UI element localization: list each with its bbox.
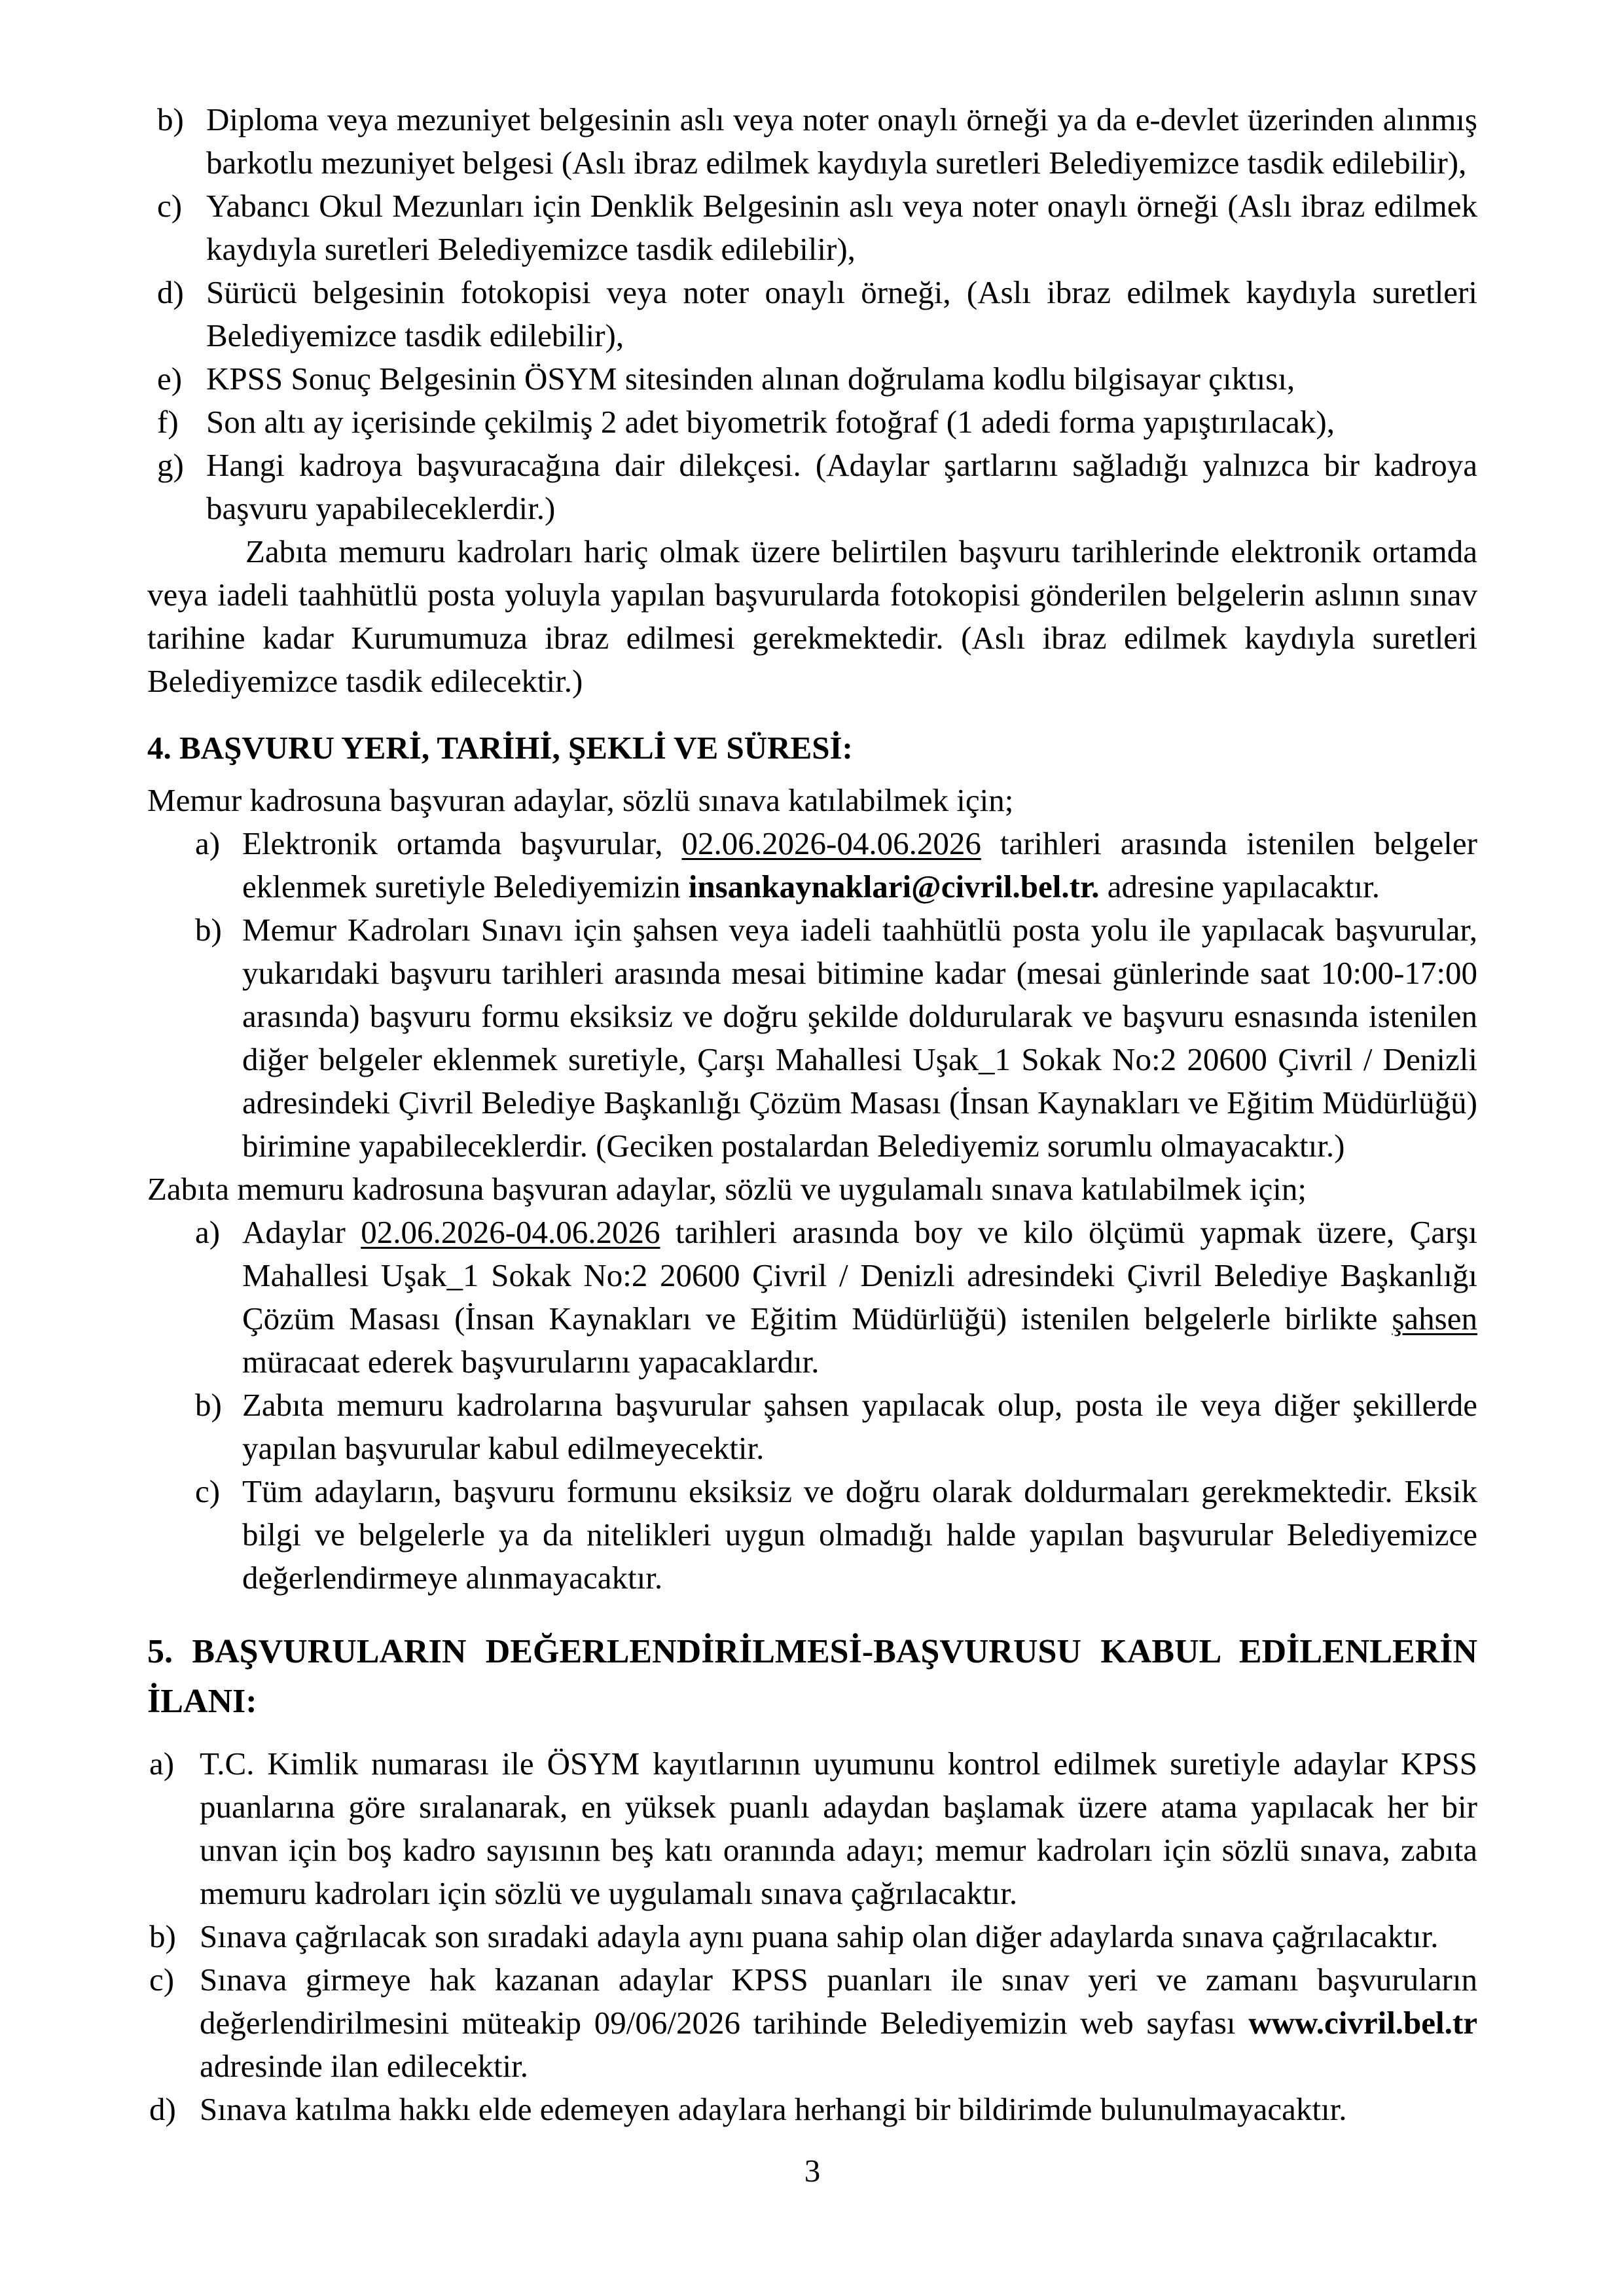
list-marker: g) [157,447,184,483]
list-item-text: Son altı ay içerisinde çekilmiş 2 adet biyometrik fotoğraf (1 adedi forma yapıştırılacak), [206,404,1335,440]
list-item-text: T.C. Kimlik numarası ile ÖSYM kayıtlarının uyumunu kontrol edilmek suretiyle adaylar KPSS puanlarına göre sıralanarak, en yüksek puanlı adaydan başlamak üzere atama yapılacak her bir unvan için boş kadro sayısının beş katı oranında adayı; memur kadroları için sözlü sınava, zabıta memuru kadroları için sözlü ve uygulamalı sınava çağrılacaktır. [200,1746,1477,1911]
memur-item-a [147,822,1477,908]
zabita-intro: Zabıta memuru kadrosuna başvuran adaylar, sözlü ve uygulamalı sınava katılabilmek için; [147,1171,1307,1207]
list-item-text: Memur Kadroları Sınavı için şahsen veya iadeli taahhütlü posta yolu ile yapılacak başvurular, yukarıdaki başvuru tarihleri arasında mesai bitimine kadar (mesai günlerinde saat 10:00-17:00 arasında) başvuru formu eksiksiz ve doğru şekilde doldurularak ve başvuru esnasında istenilen diğer belgeler eklenmek suretiyle, Çarşı Mahallesi Uşak_1 Sokak No:2 20600 Çivril / Denizli adresindeki Çivril Belediye Başkanlığı Çözüm Masası (İnsan Kaynakları ve Eğitim Müdürlüğü) birimine yapabileceklerdir. (Geciken postalardan Belediyemiz sorumlu olmayacaktır.) [242,912,1477,1164]
list-marker: a) [149,1746,175,1782]
list-item-text: KPSS Sonuç Belgesinin ÖSYM sitesinden alınan doğrulama kodlu bilgisayar çıktısı, [206,361,1295,397]
text-run: müracaat ederek başvurularını yapacaklardır. [242,1344,820,1380]
list-marker: a) [195,1214,221,1250]
list-item-text: Diploma veya mezuniyet belgesinin aslı veya noter onaylı örneği ya da e-devlet üzerinden alınmış barkotlu mezuniyet belgesi (Aslı ibraz edilmek kaydıyla suretleri Belediyemizce tasdik edilebilir), [206,101,1477,181]
underlined-date: 02.06.2026-04.06.2026 [361,1214,660,1250]
memur-intro: Memur kadrosuna başvuran adaylar, sözlü sınava katılabilmek için; [147,782,1014,818]
list-item-text: Yabancı Okul Mezunları için Denklik Belgesinin aslı veya noter onaylı örneği (Aslı ibraz edilmek kaydıyla suretleri Belediyemizce tasdik edilebilir), [206,188,1477,267]
section5-heading: 5. BAŞVURULARIN DEĞERLENDİRİLMESİ-BAŞVURUSU KABUL EDİLENLERİN İLANI: [147,1633,1477,1720]
section5-item-d [147,2088,1477,2131]
list-marker: e) [157,361,183,397]
document-content [147,98,1477,2193]
email-address: insankaynaklari@civril.bel.tr. [688,869,1100,905]
list-item-text: Zabıta memuru kadrolarına başvurular şahsen yapılacak olup, posta ile veya diğer şekillerde yapılan başvurular kabul edilmeyecektir. [242,1387,1477,1466]
text-run: Sınava girmeye hak kazanan adaylar KPSS puanları ile sınav yeri ve zamanı başvuruların değerlendirilmesini müteakip 09/06/2026 tarihinde Belediyemizin web sayfası [200,1962,1477,2041]
website-url: www.civril.bel.tr [1248,2005,1477,2041]
list-marker: d) [157,274,184,310]
list-item-c [147,185,1477,271]
zabita-item-b [147,1384,1477,1470]
underlined-date: 02.06.2026-04.06.2026 [681,825,981,861]
text-run: Adaylar [242,1214,361,1250]
text-run: Elektronik ortamda başvurular, [242,825,682,861]
list-item-b [147,98,1477,185]
section5-item-b [147,1915,1477,1958]
list-marker: b) [157,101,184,137]
section5-item-a [147,1742,1477,1915]
list-marker: d) [149,2091,176,2127]
list-item-f [147,401,1477,444]
zabita-item-a [147,1211,1477,1384]
list-item-d [147,271,1477,357]
list-item-text: Sürücü belgesinin fotokopisi veya noter onaylı örneği, (Aslı ibraz edilmek kaydıyla suretleri Belediyemizce tasdik edilebilir), [206,274,1477,353]
list-item-text: Sınava çağrılacak son sıradaki adayla aynı puana sahip olan diğer adaylarda sınava çağrılacaktır. [200,1918,1439,1954]
list-marker: b) [195,912,222,948]
list-marker: c) [157,188,183,224]
list-item-g [147,444,1477,530]
section5-item-c [147,1958,1477,2088]
list-marker: b) [149,1918,176,1954]
list-item-text: Tüm adayların, başvuru formunu eksiksiz ve doğru olarak doldurmaları gerekmektedir. Eksik bilgi ve belgelerle ya da nitelikleri uygun olmadığı halde yapılan başvurular Belediyemizce değerlendirmeye alınmayacaktır. [242,1473,1477,1596]
list-item-text: Hangi kadroya başvuracağına dair dilekçesi. (Adaylar şartlarını sağladığı yalnızca bir kadroya başvuru yapabileceklerdir.) [206,447,1477,526]
section4-heading: 4. BAŞVURU YERİ, TARİHİ, ŞEKLİ VE SÜRESİ: [147,730,853,766]
memur-item-b [147,908,1477,1168]
list-item-e [147,357,1477,401]
text-run: tarihleri arasında boy ve kilo ölçümü yapmak üzere, Çarşı Mahallesi Uşak_1 Sokak No:2 20600 Çivril / Denizli adresindeki Çivril Belediye Başkanlığı Çözüm Masası (İnsan Kaynakları ve Eğitim Müdürlüğü) istenilen belgelerle birlikte [242,1214,1477,1336]
list-marker: b) [195,1387,222,1423]
zabita-item-c [147,1470,1477,1600]
page-number: 3 [804,2153,821,2189]
text-run: adresine yapılacaktır. [1099,869,1380,905]
list-marker: c) [149,1962,175,1998]
list-marker: f) [157,404,179,440]
list-item-text: Sınava katılma hakkı elde edemeyen adaylara herhangi bir bildirimde bulunulmayacaktır. [200,2091,1347,2127]
list-marker: a) [195,825,221,861]
note-paragraph: Zabıta memuru kadroları hariç olmak üzere belirtilen başvuru tarihlerinde elektronik ortamda veya iadeli taahhütlü posta yoluyla yapılan başvurularda fotokopisi gönderilen belgelerin aslının sınav tarihine kadar Kurumumuza ibraz edilmesi gerekmektedir. (Aslı ibraz edilmek kaydıyla suretleri Belediyemizce tasdik edilecektir.) [147,533,1477,699]
text-run: adresinde ilan edilecektir. [200,2048,529,2084]
underlined-word: şahsen [1392,1300,1477,1336]
list-marker: c) [195,1473,221,1509]
text-run: tarihleri arasında istenilen belgeler eklenmek suretiyle Belediyemizin [242,825,1477,905]
